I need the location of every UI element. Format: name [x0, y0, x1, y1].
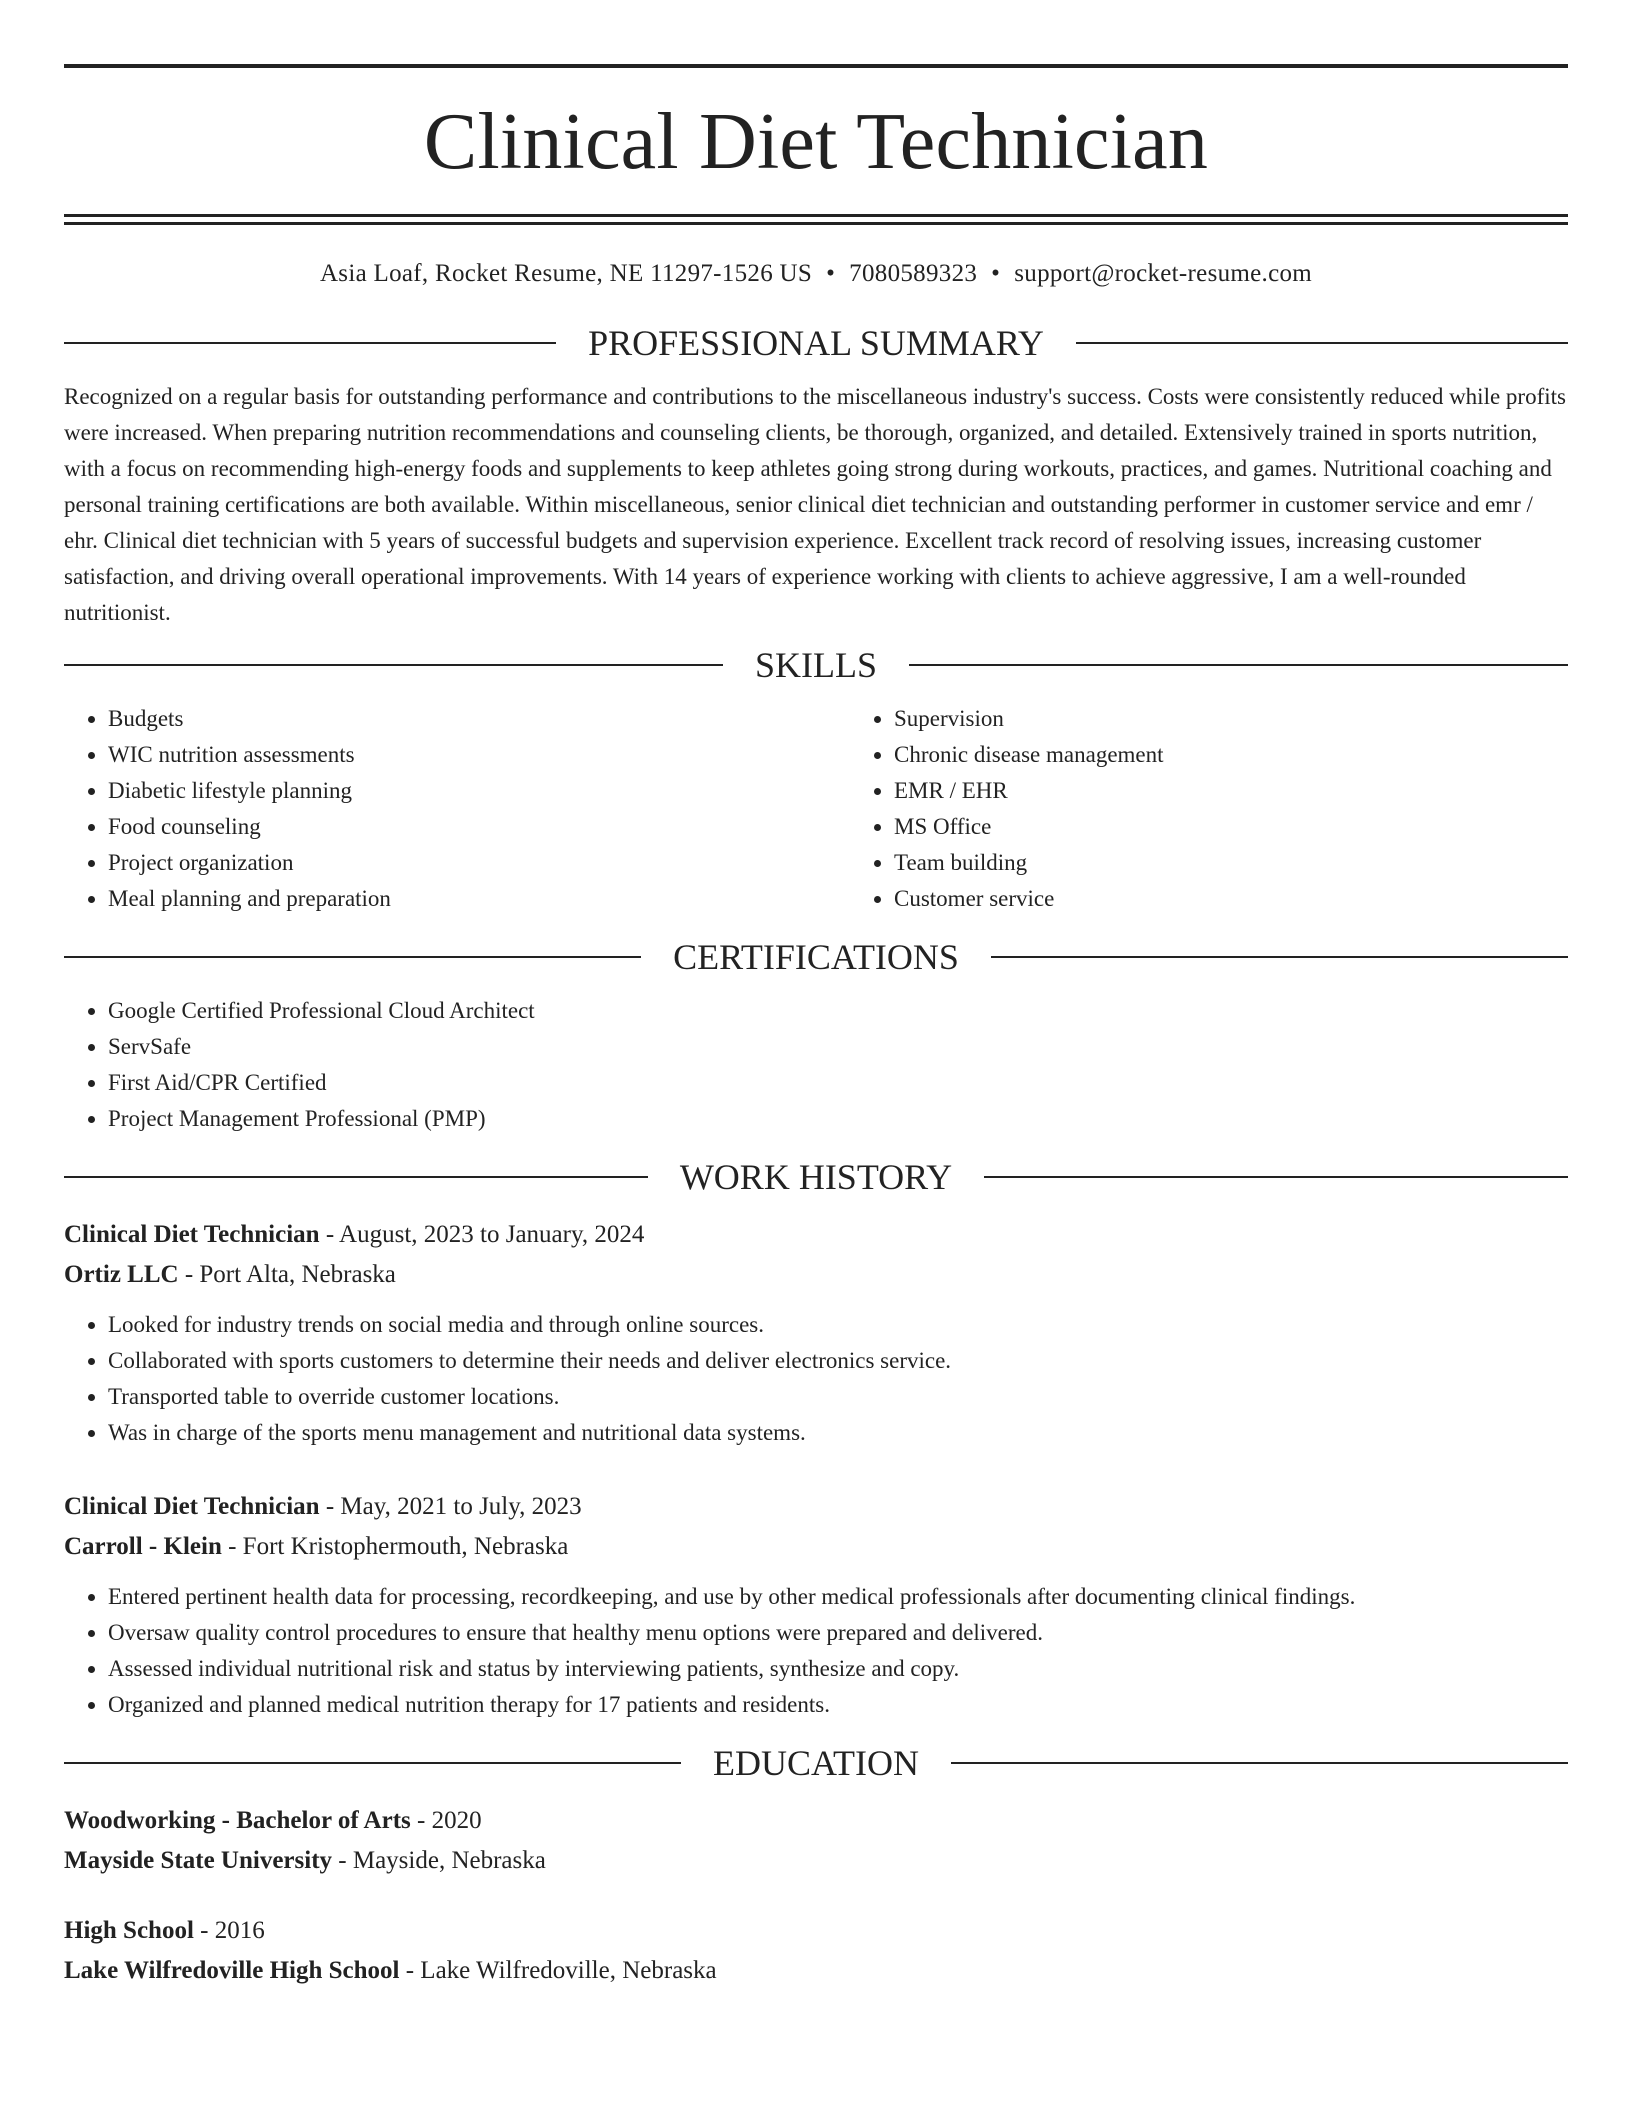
work-heading [64, 1157, 1568, 1197]
job-bullets [64, 1579, 1568, 1723]
contact-address: Asia Loaf, Rocket Resume, NE 11297-1526 US [319, 260, 813, 287]
job-entry [64, 1215, 1568, 1451]
skill-item: • Meal planning and preparation [108, 881, 850, 917]
heading-rule-left [64, 1176, 648, 1178]
job-company: Ortiz LLC [64, 1261, 179, 1288]
job-bullet: • Organized and planned medical nutrition therapy for 17 patients and residents. [108, 1687, 1568, 1723]
top-rule [64, 64, 1568, 68]
contact-line [64, 259, 1568, 289]
certifications-list [64, 993, 1568, 1137]
skill-item: • MS Office [894, 809, 1632, 845]
job-dates: - May, 2021 to July, 2023 [325, 1493, 582, 1520]
job-bullet: • Entered pertinent health data for processing, recordkeeping, and use by other medical professionals after documenting clinical findings. [108, 1579, 1568, 1615]
skill-item: • Chronic disease management [894, 737, 1632, 773]
job-company-line [64, 1527, 1568, 1567]
contact-separator: • [991, 260, 1001, 287]
education-school-line [64, 1841, 1568, 1881]
certification-item: • Google Certified Professional Cloud Architect [108, 993, 1568, 1029]
education-year: - 2020 [417, 1807, 482, 1834]
education-entry [64, 1801, 1568, 1881]
certification-item: • Project Management Professional (PMP) [108, 1101, 1568, 1137]
job-bullet: • Collaborated with sports customers to determine their needs and deliver electronics service. [108, 1343, 1568, 1379]
education-degree-line [64, 1911, 1568, 1951]
education-year: - 2016 [200, 1917, 265, 1944]
education-heading [64, 1743, 1568, 1783]
skill-item: • Supervision [894, 701, 1632, 737]
job-title: Clinical Diet Technician [64, 1493, 320, 1520]
heading-rule-left [64, 342, 556, 344]
contact-email: support@rocket-resume.com [1014, 260, 1313, 287]
skill-item: • Diabetic lifestyle planning [108, 773, 850, 809]
job-dates: - August, 2023 to January, 2024 [325, 1221, 645, 1248]
skill-item: • EMR / EHR [894, 773, 1632, 809]
skill-item: • WIC nutrition assessments [108, 737, 850, 773]
title-double-rule [64, 214, 1568, 225]
job-title-line [64, 1487, 1568, 1527]
skills-list-left [64, 701, 850, 917]
skills-heading-label: SKILLS [755, 645, 878, 685]
heading-rule-right [984, 1176, 1568, 1178]
heading-rule-right [909, 664, 1568, 666]
contact-separator: • [826, 260, 836, 287]
skill-item: • Customer service [894, 881, 1632, 917]
job-title-line [64, 1215, 1568, 1255]
skills-columns [64, 701, 1568, 917]
education-school-line [64, 1951, 1568, 1991]
certification-item: • First Aid/CPR Certified [108, 1065, 1568, 1101]
heading-rule-right [1076, 342, 1568, 344]
certifications-heading-label: CERTIFICATIONS [673, 937, 959, 977]
education-heading-label: EDUCATION [713, 1743, 919, 1783]
job-company: Carroll - Klein [64, 1533, 222, 1560]
certification-item: • ServSafe [108, 1029, 1568, 1065]
job-bullet: • Looked for industry trends on social media and through online sources. [108, 1307, 1568, 1343]
contact-phone: 7080589323 [849, 260, 978, 287]
job-bullet: • Was in charge of the sports menu management and nutritional data systems. [108, 1415, 1568, 1451]
job-bullets [64, 1307, 1568, 1451]
summary-heading-label: PROFESSIONAL SUMMARY [588, 323, 1044, 363]
education-degree-line [64, 1801, 1568, 1841]
summary-heading [64, 323, 1568, 363]
job-bullet: • Transported table to override customer locations. [108, 1379, 1568, 1415]
education-location: - Lake Wilfredoville, Nebraska [405, 1957, 717, 1984]
work-heading-label: WORK HISTORY [679, 1157, 953, 1197]
skill-item: • Project organization [108, 845, 850, 881]
heading-rule-left [64, 664, 723, 666]
summary-text: Recognized on a regular basis for outstanding performance and contributions to the miscellaneous industry's success. Costs were consistently reduced while profits were increased. When preparing nutrition recommendations and counseling clients, be thorough, organized, and detailed. Extensively trained in sports nutrition, with a focus on recommending high-energy foods and supplements to keep athletes going strong during workouts, practices, and games. Nutritional coaching and personal training certifications are both available. Within miscellaneous, senior clinical diet technician and outstanding performer in customer service and emr / ehr. Clinical diet technician with 5 years of successful budgets and supervision experience. Excellent track record of resolving issues, increasing customer satisfaction, and driving overall operational improvements. With 14 years of experience working with clients to achieve aggressive, I am a well-rounded nutritionist. [64, 384, 1566, 625]
certifications-heading [64, 937, 1568, 977]
job-location: - Port Alta, Nebraska [184, 1261, 396, 1288]
skills-heading [64, 645, 1568, 685]
education-location: - Mayside, Nebraska [338, 1847, 546, 1874]
heading-rule-right [991, 956, 1568, 958]
education-school: Mayside State University [64, 1847, 333, 1874]
job-company-line [64, 1255, 1568, 1295]
skills-list-right [850, 701, 1632, 917]
education-entry [64, 1911, 1568, 1991]
skill-item: • Food counseling [108, 809, 850, 845]
job-entry [64, 1487, 1568, 1723]
job-bullet: • Assessed individual nutritional risk and status by interviewing patients, synthesize and copy. [108, 1651, 1568, 1687]
education-degree: Woodworking - Bachelor of Arts [64, 1807, 411, 1834]
job-bullet: • Oversaw quality control procedures to ensure that healthy menu options were prepared and delivered. [108, 1615, 1568, 1651]
heading-rule-right [951, 1762, 1568, 1764]
skill-item: • Team building [894, 845, 1632, 881]
education-degree: High School [64, 1917, 194, 1944]
resume-page [64, 64, 1568, 1991]
job-location: - Fort Kristophermouth, Nebraska [228, 1533, 569, 1560]
job-title: Clinical Diet Technician [64, 1221, 320, 1248]
heading-rule-left [64, 956, 641, 958]
education-school: Lake Wilfredoville High School [64, 1957, 400, 1984]
page-title: Clinical Diet Technician [423, 98, 1209, 186]
heading-rule-left [64, 1762, 681, 1764]
skill-item: • Budgets [108, 701, 850, 737]
